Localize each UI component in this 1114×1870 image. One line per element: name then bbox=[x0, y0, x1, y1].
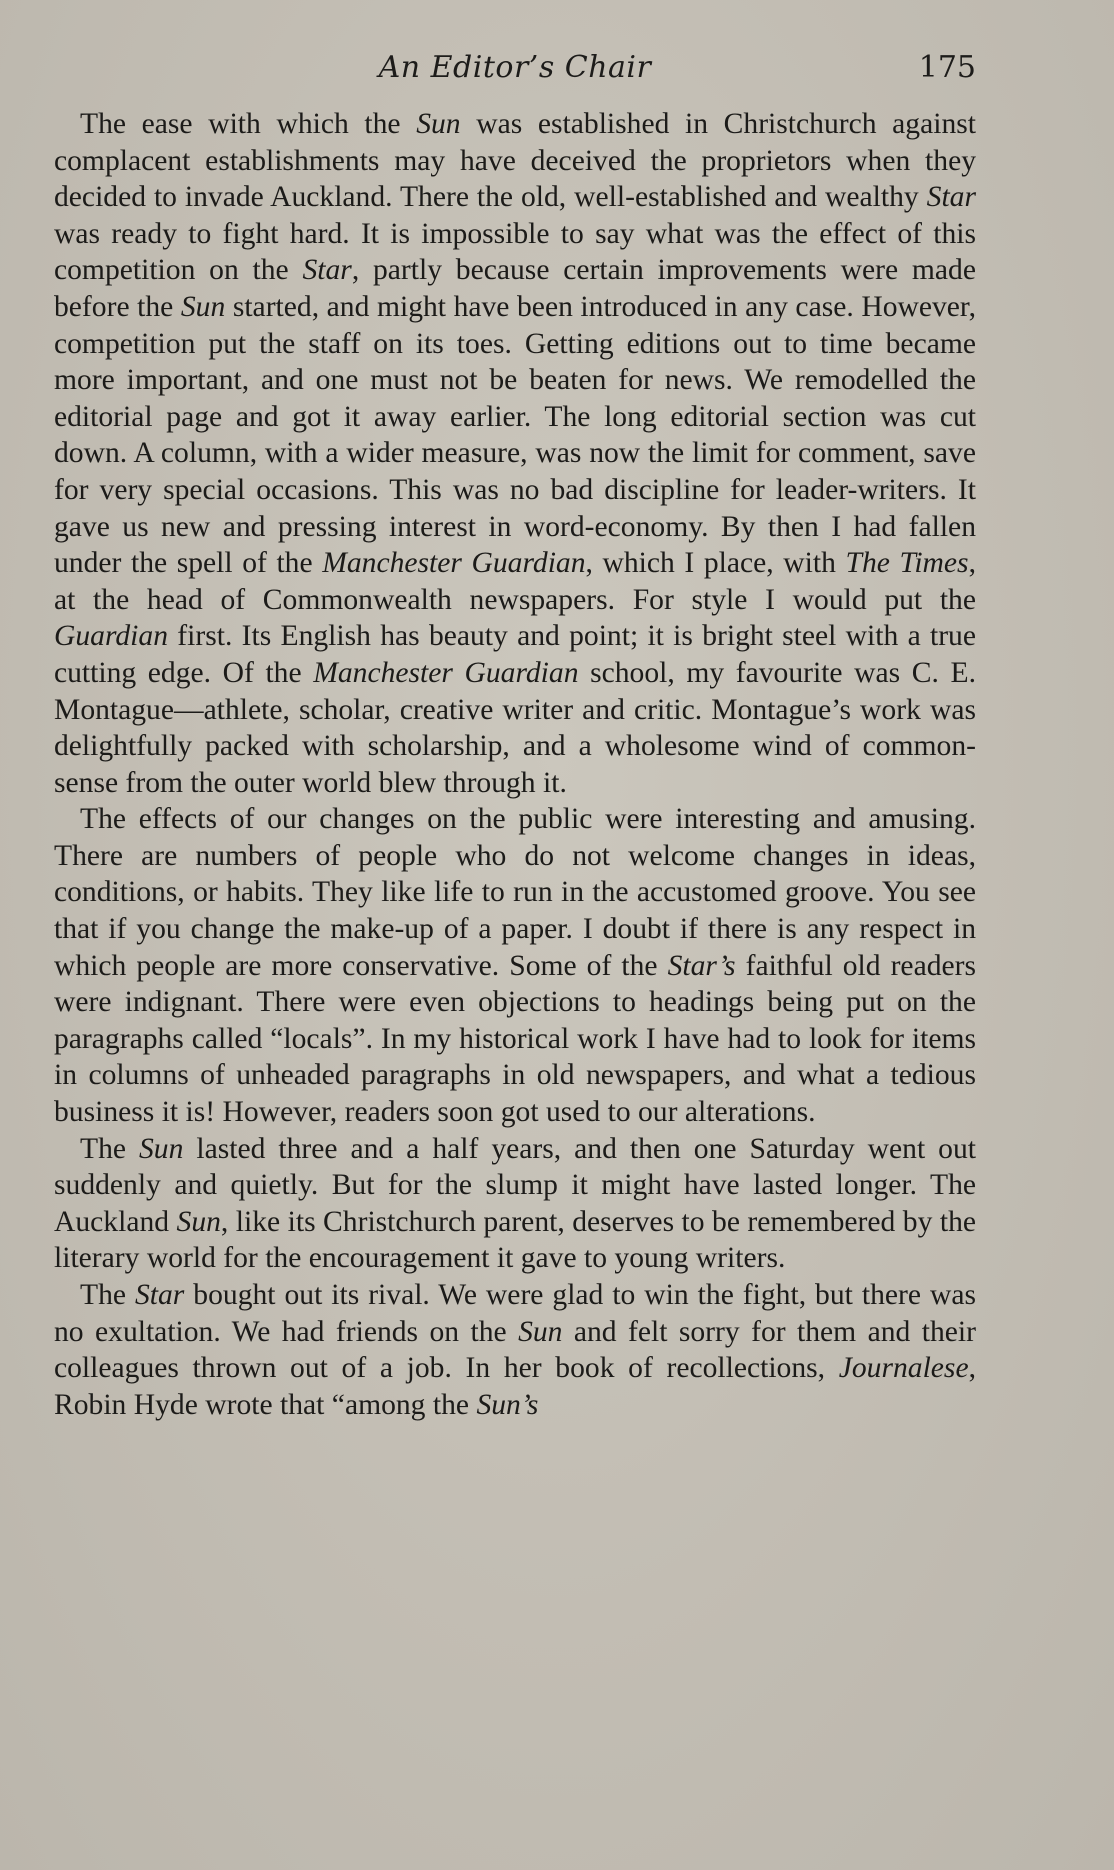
paragraph-2 bbox=[54, 801, 976, 1130]
body-text bbox=[54, 106, 976, 1423]
text-run: The effects of our changes on the public were interesting and amusing. There are numbers of people who do not welcome changes in ideas, conditions, or habits. They like life to run in the accustomed groove. You see that if you change the make-up of a paper. I doubt if there is any respect in which people are more conservative. Some of the bbox=[54, 803, 976, 982]
page-header bbox=[54, 50, 976, 98]
italic-text-run: Sun bbox=[416, 108, 461, 140]
italic-text-run: Sun’s bbox=[476, 1388, 539, 1421]
running-head: An Editor’s Chair bbox=[378, 50, 652, 85]
italic-text-run: Guardian bbox=[54, 620, 168, 653]
text-run: , like its Christchurch parent, deserves to be remembered by the literary world for the encouragement it gave to young writers. bbox=[54, 1205, 976, 1275]
paragraph-4 bbox=[54, 1277, 976, 1423]
text-run: , which I place, with bbox=[585, 547, 846, 580]
text-run: school, my favourite was C. E. Montague—athlete, scholar, creative writer and critic. Montague’s work was delightfully packed with scholarship, and a wholesome wind of commonsense from the outer world blew through it. bbox=[54, 656, 976, 799]
text-run: The ease with which the bbox=[80, 108, 417, 140]
text-run: The bbox=[80, 1279, 135, 1311]
paragraph-3 bbox=[54, 1131, 976, 1277]
text-run: faithful old readers were indignant. There were even objections to headings being put on the paragraphs called “locals”. In my historical work I have had to look for items in columns of unheaded paragraphs in old newspapers, and what a tedious business it is! However, readers soon got used to our alterations. bbox=[54, 949, 977, 1129]
italic-text-run: Sun bbox=[518, 1315, 563, 1348]
text-run: first. Its English has beauty and point; it is bright steel with a true cutting edge. Of the bbox=[54, 620, 976, 689]
italic-text-run: Sun bbox=[139, 1132, 184, 1165]
text-run: was ready to fight hard. It is impossible to say what was the effect of this competition on the bbox=[54, 217, 976, 287]
text-run: and felt sorry for them and their colleagues thrown out of a job. In her book of recollections, bbox=[54, 1315, 976, 1385]
text-run: , Robin Hyde wrote that “among the bbox=[54, 1352, 976, 1421]
page-number: 175 bbox=[918, 50, 976, 85]
italic-text-run: Sun bbox=[176, 1205, 221, 1238]
italic-text-run: Journalese bbox=[838, 1352, 969, 1385]
italic-text-run: Star’s bbox=[667, 949, 736, 982]
italic-text-run: Star bbox=[134, 1279, 185, 1311]
text-run: started, and might have been introduced in any case. However, competition put the staff on its toes. Getting editions out to time became more important, and one must not be beaten for news. We remodelled the editorial page and got it away earlier. The long editorial section was cut down. A column, with a wider measure, was now the limit for comment, save for very special occasions. This was no bad discipline for leader-writers. It gave us new and pressing interest in word-economy. By then I had fallen under the spell of the bbox=[54, 290, 976, 580]
italic-text-run: Manchester Guardian bbox=[322, 547, 586, 580]
italic-text-run: The Times bbox=[845, 547, 969, 580]
text-run: bought out its rival. We were glad to win the fight, but there was no exultation. We had friends on the bbox=[54, 1279, 976, 1348]
paragraph-1 bbox=[54, 106, 976, 801]
italic-text-run: Star bbox=[302, 254, 352, 287]
text-run: was established in Christchurch against complacent establishments may have deceived the proprietors when they decided to invade Auckland. There the old, well-established and wealthy bbox=[54, 108, 976, 214]
text-run: lasted three and a half years, and then one Saturday went out suddenly and quietly. But for the slump it might have lasted longer. The Auckland bbox=[54, 1132, 976, 1238]
text-run: The bbox=[80, 1132, 139, 1165]
italic-text-run: Star bbox=[926, 181, 976, 214]
italic-text-run: Sun bbox=[180, 290, 226, 323]
text-run: , at the head of Commonwealth newspapers. For style I would put the bbox=[54, 547, 976, 616]
text-run: , partly because certain improvements were made before the bbox=[54, 254, 976, 323]
italic-text-run: Manchester Guardian bbox=[313, 656, 579, 689]
